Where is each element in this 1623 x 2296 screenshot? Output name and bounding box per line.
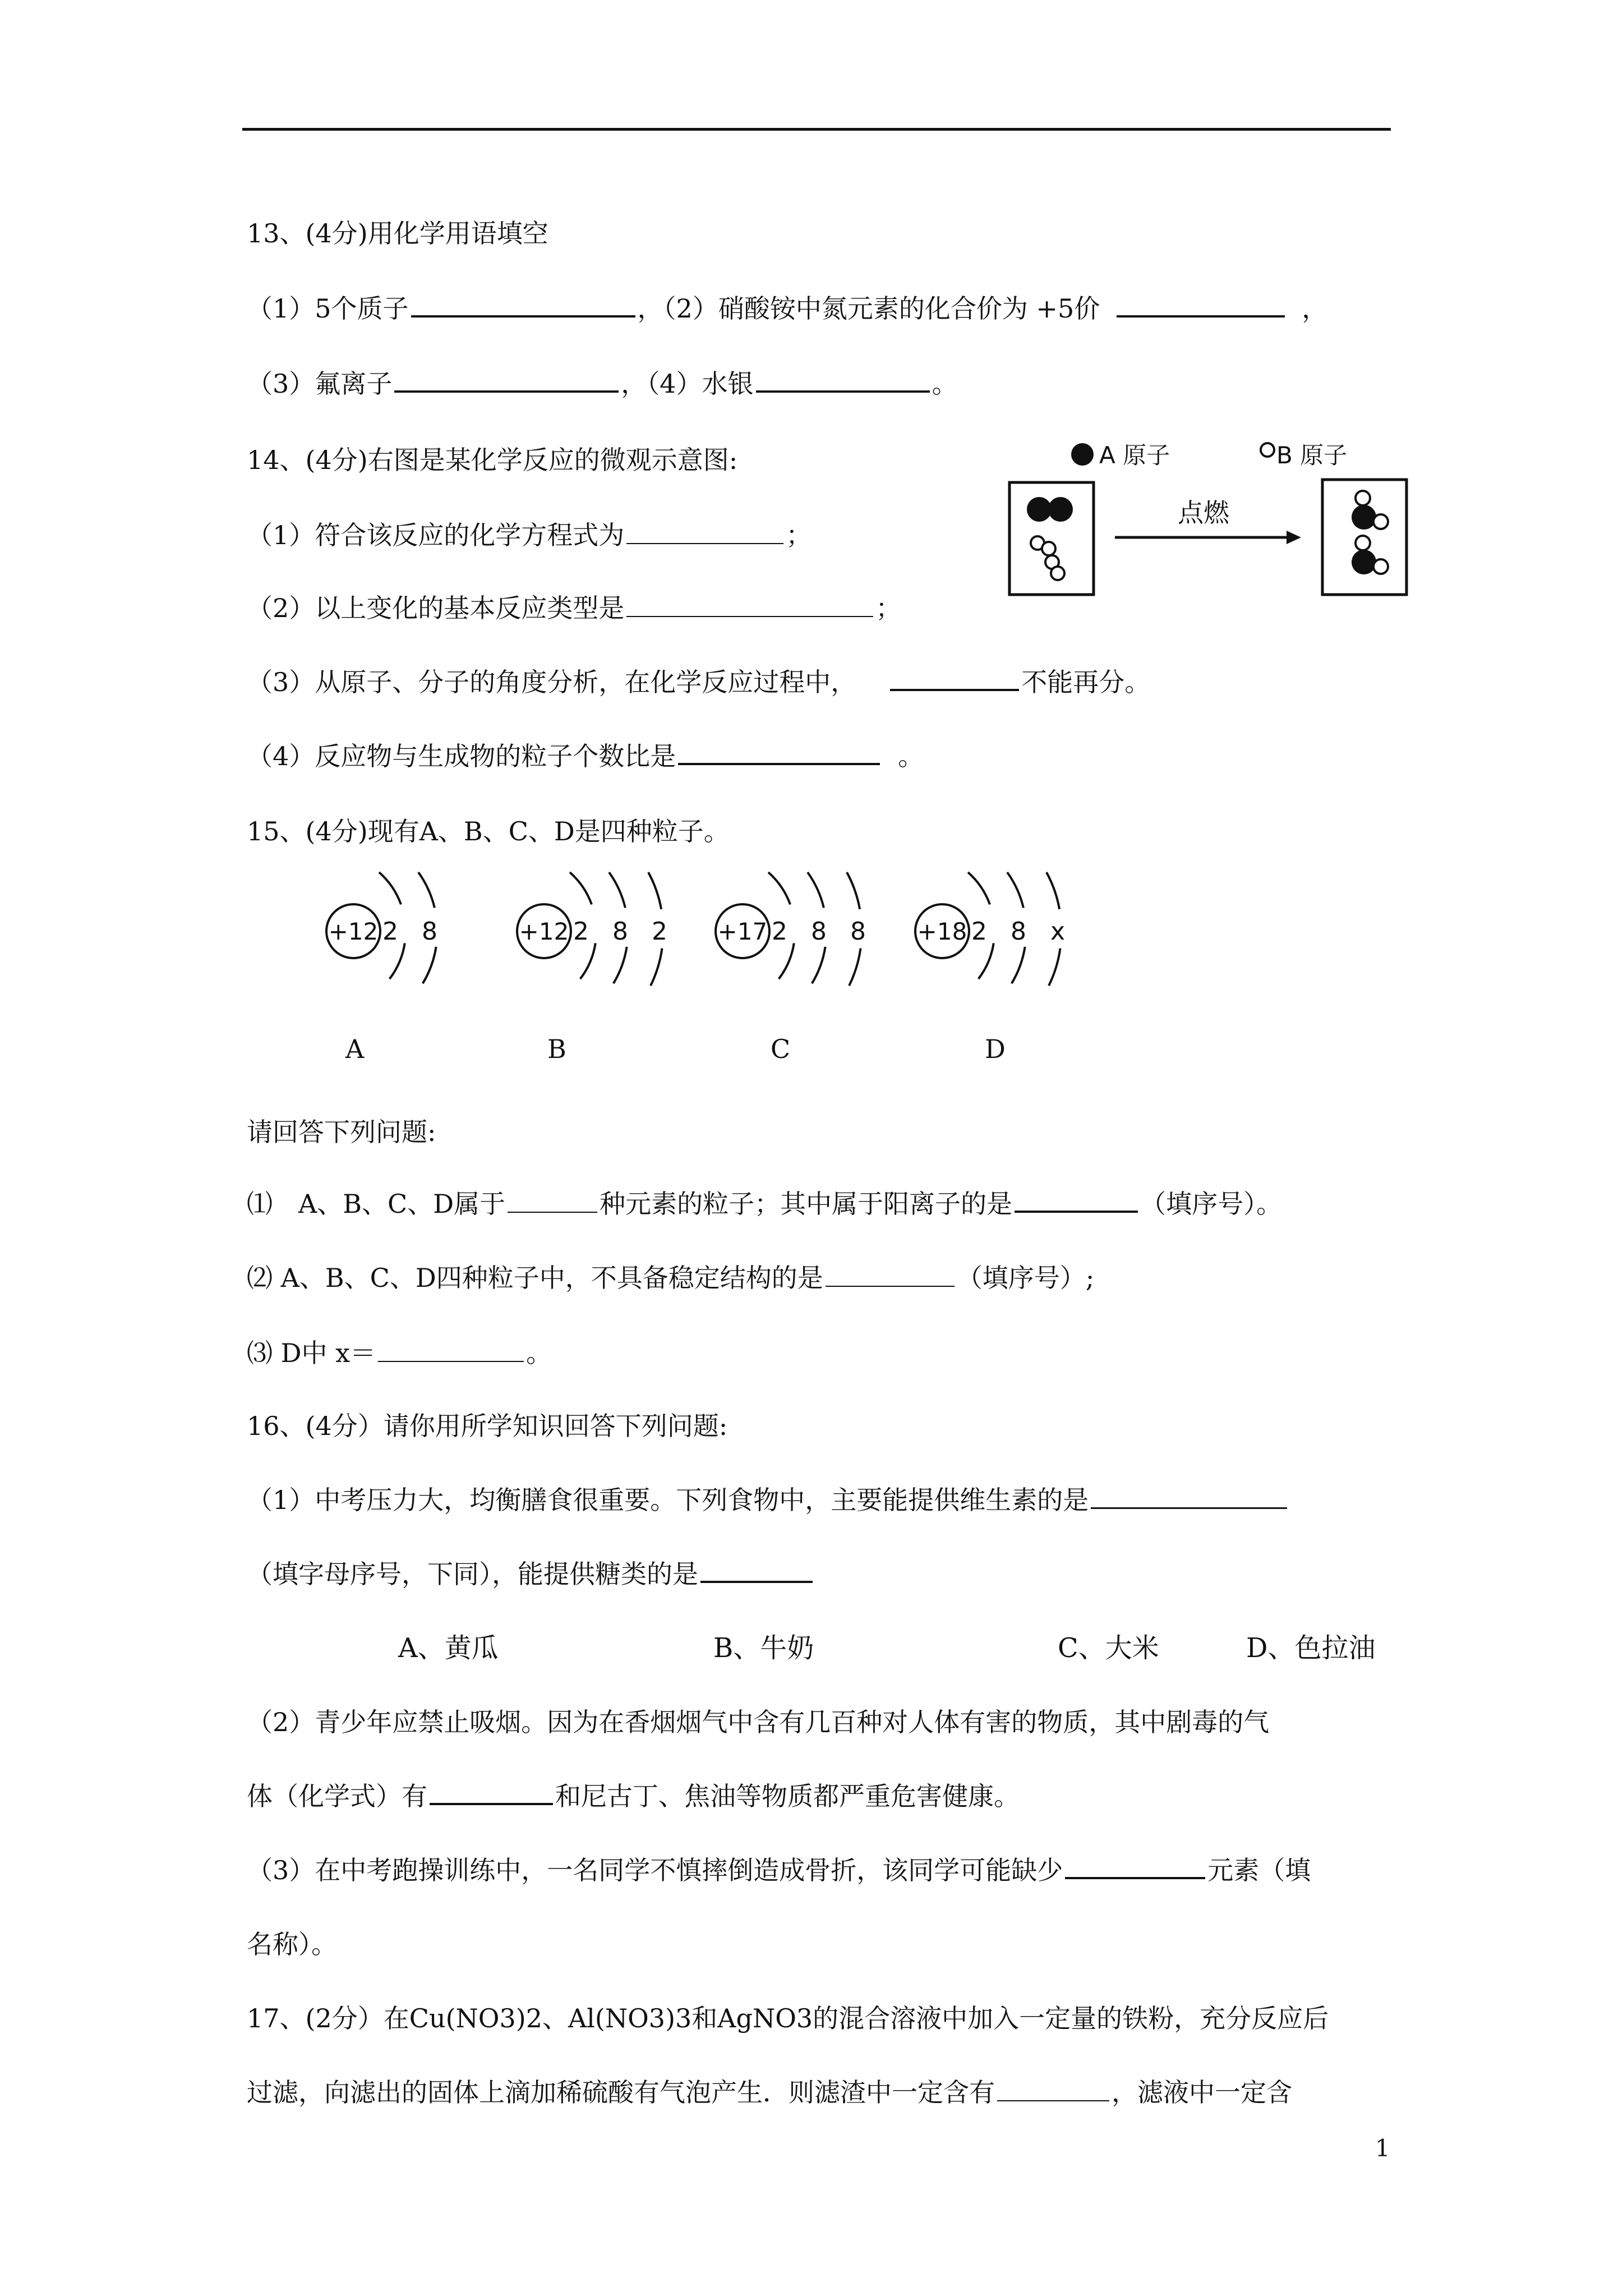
particle-label-a: A [345,1034,365,1064]
ab-molecule-1-b-right [1373,514,1388,529]
q14-part-1-end: ； [786,520,812,550]
legend-a-label: A 原子 [1099,441,1170,469]
particle-label-c: C [771,1034,791,1064]
legend-b-atom-icon [1261,443,1274,457]
ab-molecule-2-b-right [1373,559,1388,574]
b2-molecule-2-atom-2 [1051,567,1064,580]
particle-label-b: B [547,1034,566,1064]
q16-blank-1[interactable] [1091,1485,1287,1509]
q15-blank-4[interactable] [378,1338,524,1362]
q15-part-5: （填序号）; [956,1263,1095,1293]
ab-molecule-1-b-top [1355,491,1370,505]
electron-count-a-1: 2 [382,917,398,946]
q15-part-7: 。 [526,1338,552,1368]
q16-option-d: D、色拉油 [1246,1632,1376,1664]
electron-count-c-2: 8 [811,917,827,946]
q15-heading: 15、(4分)现有A、B、C、D是四种粒子。 [247,816,730,846]
electron-count-c-3: 8 [850,917,866,946]
legend-a-atom-icon [1071,443,1094,466]
legend-b-label: B 原子 [1276,441,1348,469]
q16-option-b: B、牛奶 [713,1632,814,1664]
q15-line-1 [247,1187,1282,1221]
q14-line-1 [247,518,811,552]
q14-part-1: （1）符合该反应的化学方程式为 [247,520,625,550]
q16-line-2 [247,1557,815,1591]
q15-part-4: ⑵ A、B、C、D四种粒子中，不具备稳定结构的是 [247,1263,823,1293]
q16-part-3: 体（化学式）有 [247,1781,427,1811]
q16-blank-3[interactable] [430,1780,553,1805]
q15-blank-3[interactable] [826,1263,955,1287]
q15-blank-1[interactable] [508,1189,597,1213]
electron-count-d-1: 2 [971,917,987,946]
q16-part-4: 和尼古丁、焦油等物质都严重危害健康。 [555,1781,1020,1811]
q15-part-2: 种元素的粒子；其中属于阳离子的是 [600,1189,1013,1219]
q13-blank-3[interactable] [394,368,619,393]
arrow-label: 点燃 [1178,498,1229,528]
electron-count-d-3: x [1050,917,1066,946]
q14-line-3 [247,665,1150,699]
nuclear-charge-c: +17 [717,918,768,945]
reaction-arrow-head-icon [1287,531,1301,544]
q15-part-6: ⑶ D中 x＝ [247,1338,376,1368]
reaction-diagram [1004,432,1419,600]
q15-line-2 [247,1261,1094,1295]
q16-part-6: 元素（填 [1207,1855,1311,1885]
q17-line-2 [247,2076,1292,2109]
atomic-structure-diagrams [303,864,1099,1032]
q15-part-1: ⑴ A、B、C、D属于 [247,1189,506,1219]
q14-line-4 [247,739,924,773]
q15-part-3: （填序号）。 [1140,1189,1283,1219]
q13-blank-1[interactable] [411,293,635,318]
q16-option-a: A、黄瓜 [398,1632,499,1664]
header-rule [242,128,1391,131]
q16-heading: 16、(4分）请你用所学知识回答下列问题: [247,1411,728,1441]
q15-line-3 [247,1336,552,1370]
q14-part-4: （4）反应物与生成物的粒子个数比是 [247,741,676,771]
q13-line-2 [247,367,958,401]
q14-part-3-end: 不能再分。 [1021,667,1151,697]
q16-line-1 [247,1483,1289,1517]
q13-line-1 [247,292,1327,325]
q14-part-2-end: ； [875,593,902,623]
q14-heading: 14、(4分)右图是某化学反应的微观示意图: [247,445,738,475]
a2-molecule-atom-1 [1027,497,1052,522]
q14-blank-3[interactable] [890,666,1019,691]
q16-part-5: （3）在中考跑操训练中，一名同学不慎摔倒造成骨折，该同学可能缺少 [247,1855,1063,1885]
q13-part-3: （3）氟离子 [247,369,393,399]
q14-blank-4[interactable] [678,740,880,765]
q14-part-2: （2）以上变化的基本反应类型是 [247,593,625,623]
q17-line-1: 17、(2分）在Cu(NO3)2、Al(NO3)3和AgNO3的混合溶液中加入一定量的铁粉，充分反应后 [247,2003,1329,2033]
q13-part-2-end: ， [1302,293,1328,324]
page-number: 1 [1375,2134,1390,2162]
q14-blank-1[interactable] [626,521,783,544]
q16-line-3: （2）青少年应禁止吸烟。因为在香烟烟气中含有几百种对人体有害的物质，其中剧毒的气 [247,1707,1270,1737]
electron-count-c-1: 2 [772,917,787,946]
b2-molecule-atom-2 [1042,542,1055,555]
ab-molecule-2-a [1352,550,1376,574]
ab-molecule-1-a [1352,505,1376,530]
q17-part-1: 过滤，向滤出的固体上滴加稀硫酸有气泡产生．则滤渣中一定含有 [247,2077,995,2108]
q13-blank-4[interactable] [756,368,930,393]
q15-prompt: 请回答下列问题: [247,1117,436,1147]
q16-part-1: （1）中考压力大，均衡膳食很重要。下列食物中，主要能提供维生素的是 [247,1485,1089,1515]
q16-option-c: C、大米 [1058,1632,1159,1664]
q13-part-4: ，（4）水银 [621,369,754,399]
particle-label-d: D [985,1034,1006,1064]
q13-part-1: （1）5个质子 [247,293,409,324]
q17-part-2: ，滤液中一定含 [1112,2077,1292,2108]
q14-part-4-end: 。 [898,741,924,771]
q16-line-6: 名称）。 [247,1929,337,1959]
q13-blank-2[interactable] [1117,293,1285,318]
electron-count-d-2: 8 [1011,917,1026,946]
q14-blank-2[interactable] [626,593,873,617]
q13-part-2: ，（2）硝酸铵中氮元素的化合价为 +5价 [637,293,1100,324]
ab-molecule-2-b-top [1355,536,1370,550]
q13-heading: 13、(4分)用化学用语填空 [247,218,548,249]
q16-line-5 [247,1853,1311,1887]
electron-count-a-2: 8 [422,917,437,946]
nuclear-charge-b: +12 [519,918,569,945]
q17-blank-1[interactable] [997,2078,1109,2101]
q16-part-2: （填字母序号，下同），能提供糖类的是 [247,1559,698,1589]
q16-blank-2[interactable] [700,1558,813,1583]
q14-line-2 [247,591,901,625]
q16-line-4 [247,1779,1020,1813]
q14-part-3: （3）从原子、分子的角度分析，在化学反应过程中， [247,667,857,697]
a2-molecule-atom-2 [1048,497,1073,522]
q15-blank-2[interactable] [1015,1188,1138,1213]
electron-count-b-3: 2 [652,917,667,946]
q16-blank-4[interactable] [1065,1855,1205,1879]
electron-count-b-2: 8 [612,917,628,946]
nuclear-charge-d: +18 [917,918,967,945]
electron-count-b-1: 2 [573,917,589,946]
q13-part-4-end: 。 [932,369,958,399]
nuclear-charge-a: +12 [328,918,379,945]
